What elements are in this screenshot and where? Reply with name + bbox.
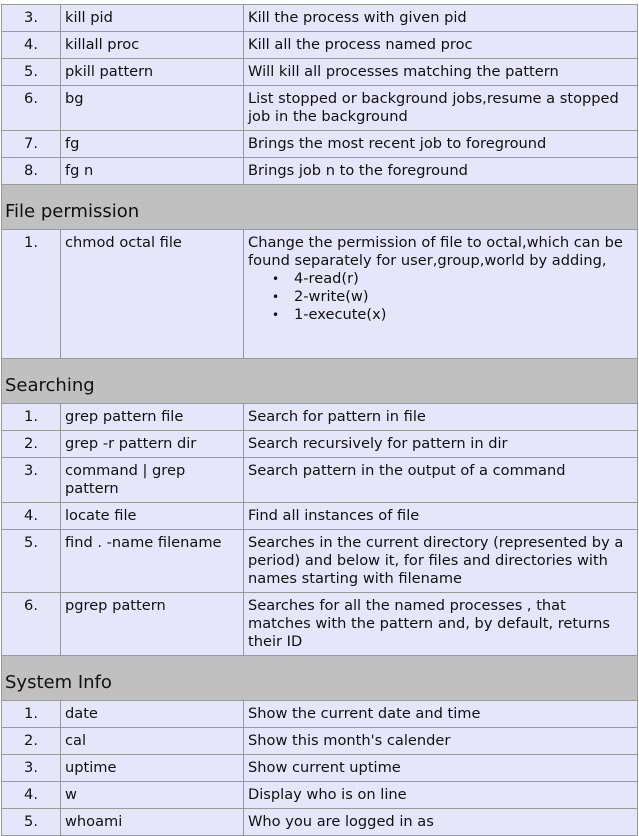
- section-header-row: [2, 359, 638, 404]
- command-cell: chmod octal file: [61, 230, 244, 359]
- table-row: [2, 728, 638, 755]
- table-row: [2, 701, 638, 728]
- description-cell: Search for pattern in file: [244, 404, 638, 431]
- command-cell: locate file: [61, 503, 244, 530]
- table-row: [2, 404, 638, 431]
- section-title: System Info: [5, 672, 112, 693]
- command-cell: whoami: [61, 809, 244, 836]
- table-row: [2, 503, 638, 530]
- description-text: Change the permission of file to octal,which can be found separately for user,group,world by adding,: [248, 234, 623, 269]
- description-cell: Kill the process with given pid: [244, 5, 638, 32]
- row-number: 4.: [2, 32, 61, 59]
- row-number: 1.: [2, 404, 61, 431]
- table-row: [2, 131, 638, 158]
- row-number: 3.: [2, 5, 61, 32]
- description-cell: Searches in the current directory (represented by a period) and below it, for files and directories with names starting with filename: [244, 530, 638, 593]
- section-header-row: [2, 656, 638, 701]
- row-number: 2.: [2, 728, 61, 755]
- bullet-item: • 1-execute(x): [272, 306, 633, 324]
- description-cell: Display who is on line: [244, 782, 638, 809]
- row-number: 4.: [2, 782, 61, 809]
- command-cell: pgrep pattern: [61, 593, 244, 656]
- command-cell: find . -name filename: [61, 530, 244, 593]
- description-cell: Show this month's calender: [244, 728, 638, 755]
- command-cell: killall proc: [61, 32, 244, 59]
- row-number: 5.: [2, 59, 61, 86]
- row-number: 2.: [2, 431, 61, 458]
- row-number: 6.: [2, 86, 61, 131]
- section-heading-system-info: [2, 656, 638, 701]
- row-number: 3.: [2, 755, 61, 782]
- table-row: [2, 593, 638, 656]
- permission-bullet-list: [248, 270, 633, 324]
- description-cell: Search pattern in the output of a command: [244, 458, 638, 503]
- row-number: 6.: [2, 593, 61, 656]
- description-cell: Show current uptime: [244, 755, 638, 782]
- command-cell: kill pid: [61, 5, 244, 32]
- row-number: 5.: [2, 809, 61, 836]
- command-cell: bg: [61, 86, 244, 131]
- description-cell: Will kill all processes matching the pattern: [244, 59, 638, 86]
- row-number: 3.: [2, 458, 61, 503]
- bullet-item: • 2-write(w): [272, 288, 633, 306]
- table-row: [2, 158, 638, 185]
- command-cell: grep pattern file: [61, 404, 244, 431]
- description-cell: Brings job n to the foreground: [244, 158, 638, 185]
- table-row: [2, 458, 638, 503]
- command-cell: cal: [61, 728, 244, 755]
- section-heading-file-permission: [2, 185, 638, 230]
- row-number: 7.: [2, 131, 61, 158]
- table-row: [2, 809, 638, 836]
- command-cell: w: [61, 782, 244, 809]
- command-cell: grep -r pattern dir: [61, 431, 244, 458]
- description-cell: Who you are logged in as: [244, 809, 638, 836]
- table-row: [2, 230, 638, 359]
- description-cell: [244, 230, 638, 359]
- description-cell: List stopped or background jobs,resume a stopped job in the background: [244, 86, 638, 131]
- section-title: Searching: [5, 375, 95, 396]
- row-number: 8.: [2, 158, 61, 185]
- command-cell: command | grep pattern: [61, 458, 244, 503]
- command-cell: fg: [61, 131, 244, 158]
- table-row: [2, 755, 638, 782]
- description-cell: Searches for all the named processes , that matches with the pattern and, by default, returns their ID: [244, 593, 638, 656]
- table-row: [2, 782, 638, 809]
- table-row: [2, 530, 638, 593]
- table-row: [2, 431, 638, 458]
- table-row: [2, 32, 638, 59]
- section-title: File permission: [5, 201, 140, 222]
- row-number: 1.: [2, 230, 61, 359]
- table-row: [2, 59, 638, 86]
- description-cell: Brings the most recent job to foreground: [244, 131, 638, 158]
- table-row: [2, 86, 638, 131]
- command-cell: fg n: [61, 158, 244, 185]
- description-cell: Kill all the process named proc: [244, 32, 638, 59]
- description-cell: Show the current date and time: [244, 701, 638, 728]
- section-heading-searching: [2, 359, 638, 404]
- row-number: 4.: [2, 503, 61, 530]
- command-cell: pkill pattern: [61, 59, 244, 86]
- section-header-row: [2, 185, 638, 230]
- row-number: 1.: [2, 701, 61, 728]
- bullet-item: • 4-read(r): [272, 270, 633, 288]
- description-cell: Find all instances of file: [244, 503, 638, 530]
- command-cell: date: [61, 701, 244, 728]
- command-reference-table: [1, 4, 638, 836]
- table-row: [2, 5, 638, 32]
- row-number: 5.: [2, 530, 61, 593]
- command-cell: uptime: [61, 755, 244, 782]
- description-cell: Search recursively for pattern in dir: [244, 431, 638, 458]
